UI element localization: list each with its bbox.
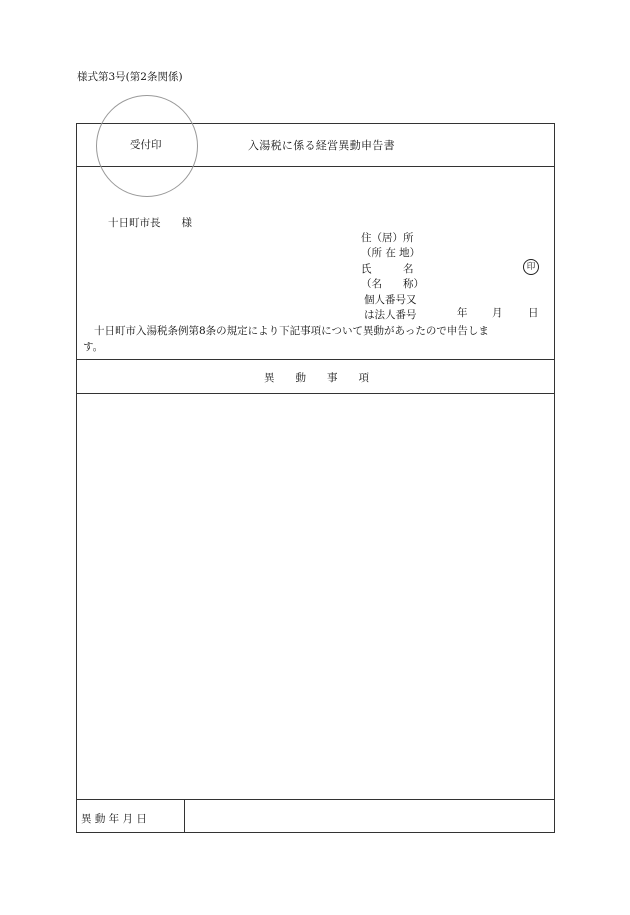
change-date-field[interactable] [185, 800, 554, 833]
change-date-label: 異 動 年 月 日 [81, 813, 147, 825]
id-number-label-1: 個人番号又 [364, 294, 417, 306]
declaration-line-1: 十日町市入湯税条例第8条の規定により下記事項について異動があったので申告しま [94, 325, 489, 337]
name-label: 氏 名 [361, 263, 414, 275]
change-details-area[interactable] [77, 394, 554, 799]
address-sub-label: （所 在 地） [361, 247, 421, 259]
date-year-label: 年 [457, 307, 468, 319]
declaration-form [76, 123, 555, 833]
date-day-label: 日 [528, 307, 539, 319]
declaration-line-2: す。 [83, 341, 104, 353]
section-divider-top [77, 359, 554, 360]
id-number-label-2: は法人番号 [364, 309, 417, 321]
name-sub-label: （名 称） [361, 278, 424, 290]
document-title: 入湯税に係る経営異動申告書 [248, 139, 395, 152]
seal-icon: 印 [523, 259, 539, 275]
address-label: 住（居）所 [361, 232, 414, 244]
section-title: 異 動 事 項 [264, 372, 369, 384]
date-month-label: 月 [492, 307, 503, 319]
form-number: 様式第3号(第2条関係) [77, 71, 183, 83]
addressee: 十日町市長 様 [108, 217, 192, 229]
reception-stamp-label: 受付印 [130, 139, 162, 151]
